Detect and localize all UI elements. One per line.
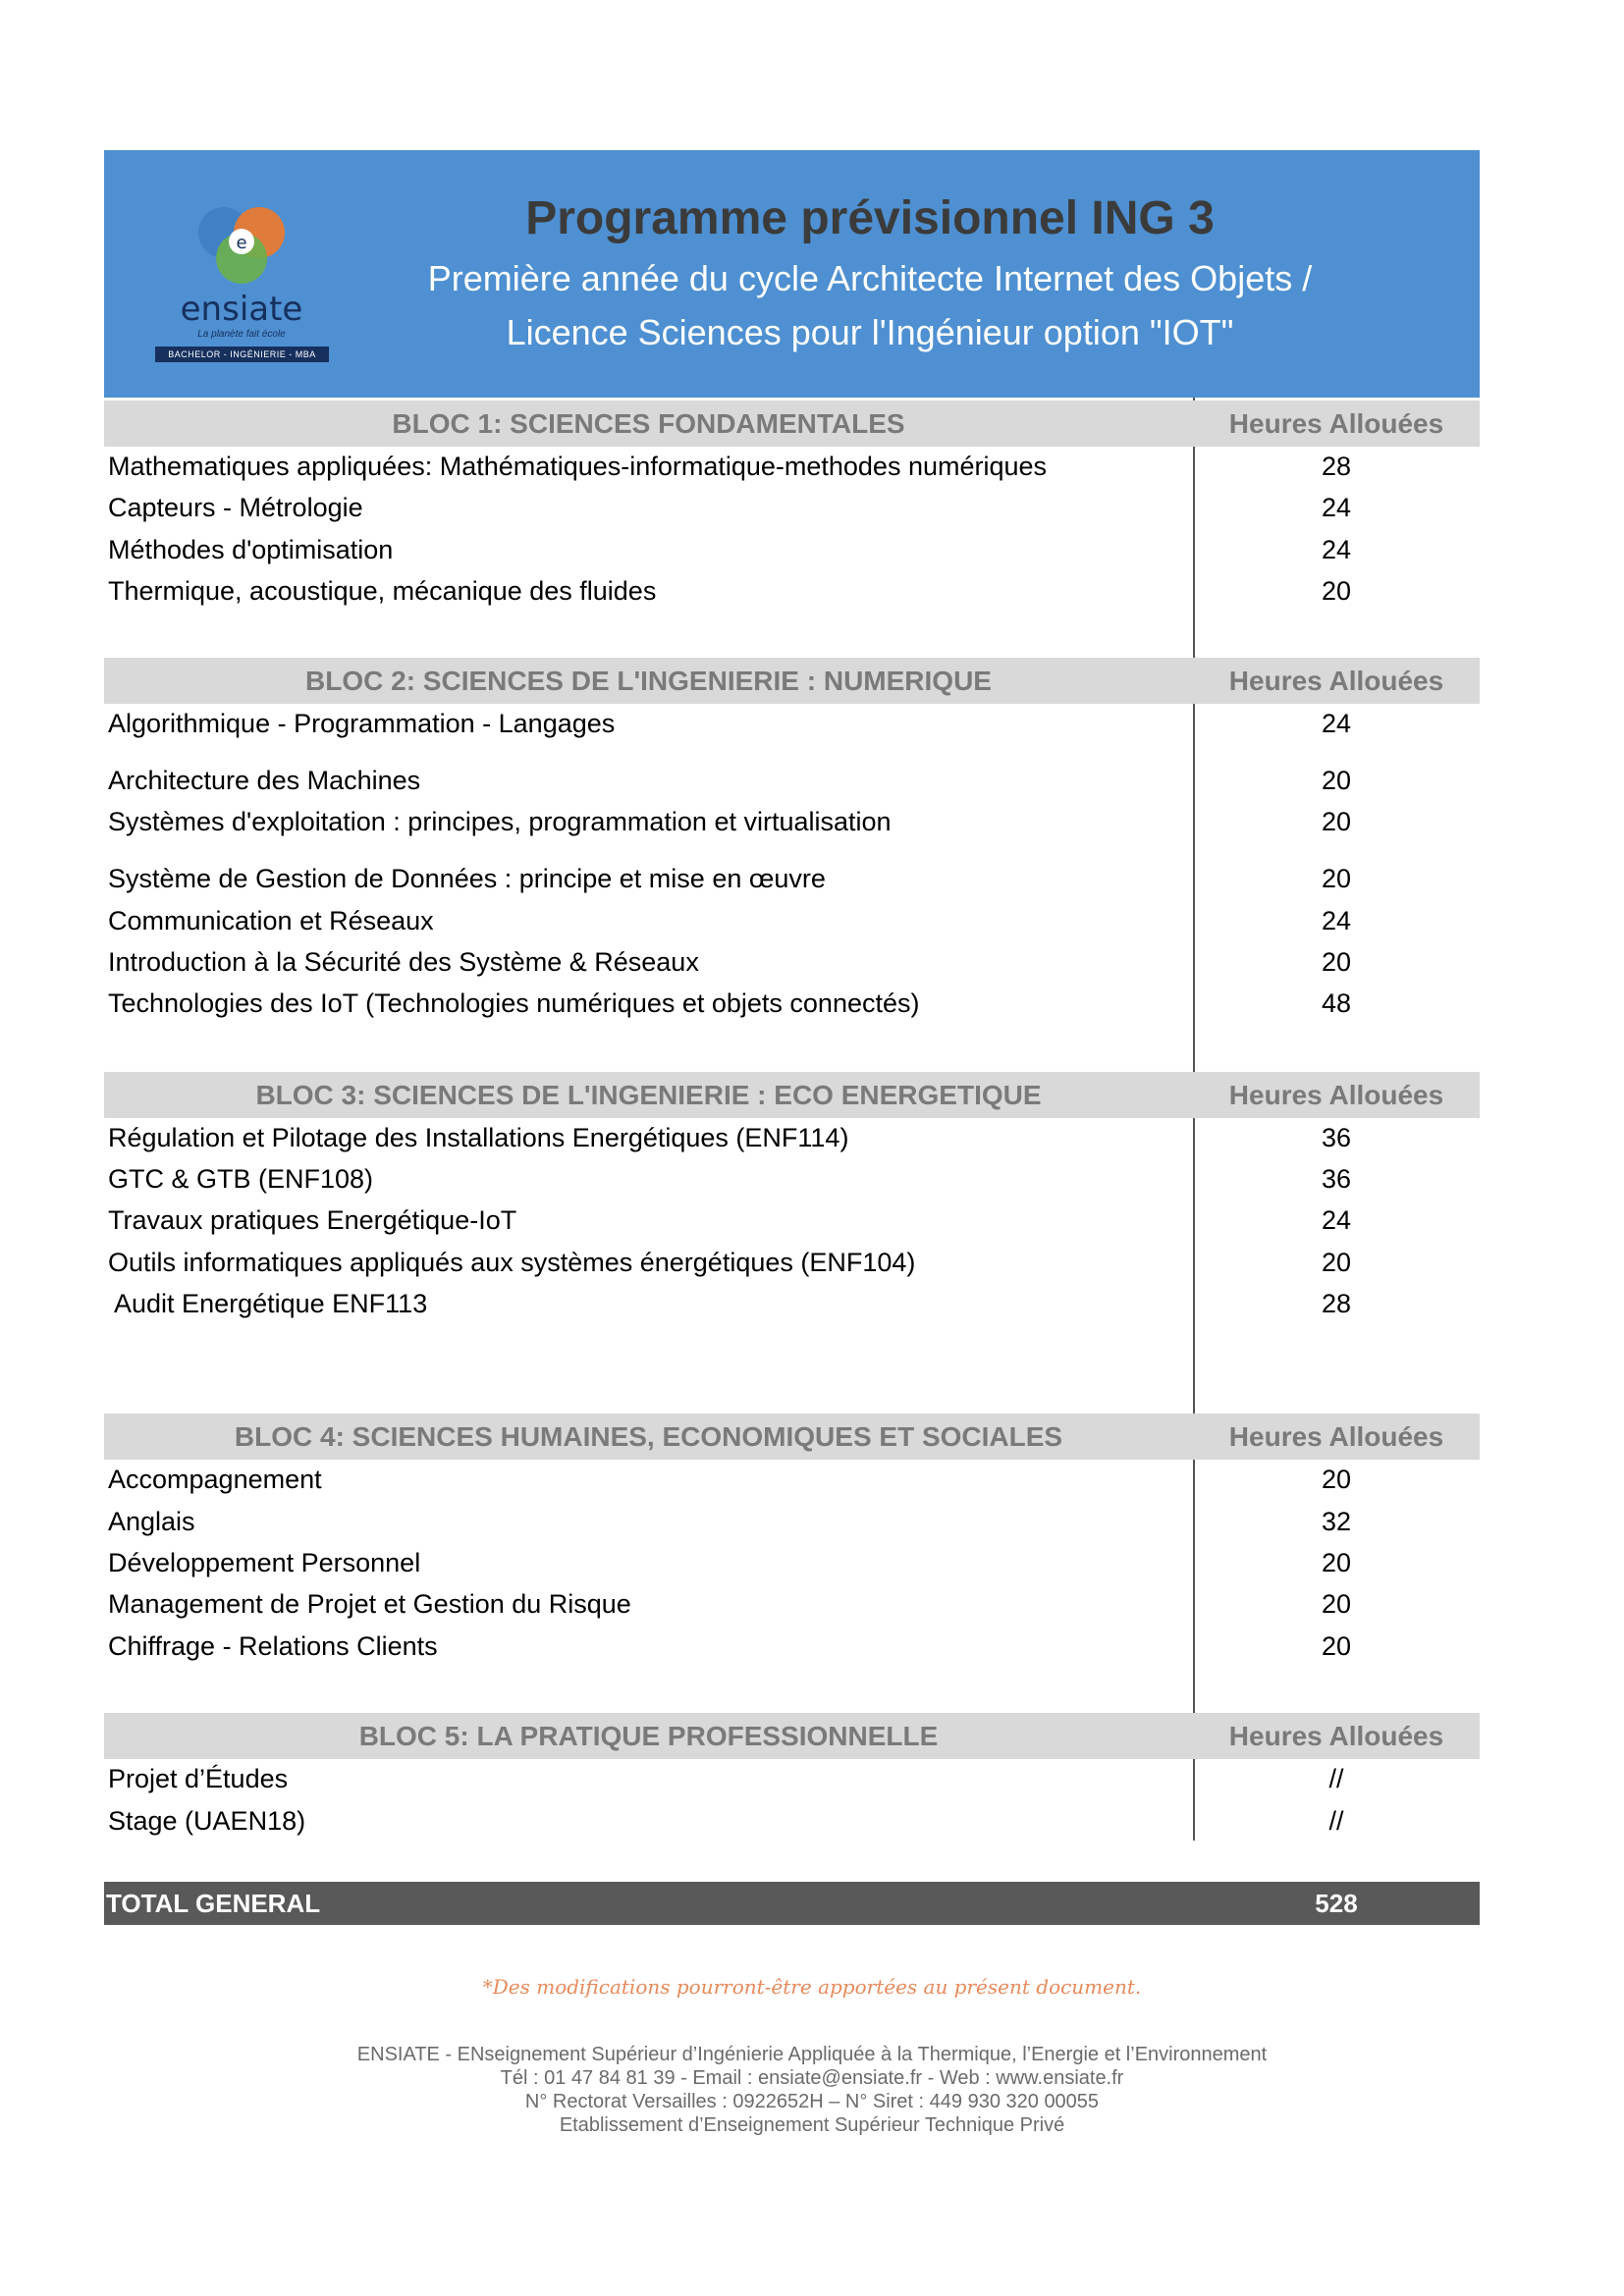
- course-row: [108, 942, 1480, 982]
- course-label: Systèmes d'exploitation : principes, programmation et virtualisation: [108, 807, 892, 836]
- course-hours: //: [1328, 1764, 1344, 1793]
- course-hours: 20: [1321, 1631, 1352, 1661]
- course-row: [108, 1159, 1480, 1199]
- course-hours: 28: [1321, 1289, 1352, 1318]
- course-hours: 36: [1321, 1123, 1352, 1152]
- total-value: 528: [1315, 1889, 1358, 1918]
- course-label: Régulation et Pilotage des Installations Energétiques (ENF114): [108, 1123, 849, 1152]
- hours-column-header: Heures Allouées: [1228, 1421, 1444, 1452]
- course-label: Thermique, acoustique, mécanique des fluides: [108, 576, 657, 606]
- course-hours: 48: [1321, 988, 1352, 1018]
- svg-text:e: e: [236, 233, 247, 253]
- course-row: [108, 761, 1480, 800]
- course-hours: //: [1328, 1806, 1344, 1836]
- course-hours: 20: [1321, 1589, 1352, 1619]
- bloc-title: BLOC 5: LA PRATIQUE PROFESSIONNELLE: [358, 1721, 939, 1751]
- course-row: [108, 901, 1480, 940]
- footer-line-1: ENSIATE - ENseignement Supérieur d’Ingénierie Appliquée à la Thermique, l’Energie et l’Environnement: [356, 2044, 1268, 2065]
- logo-tagline: La planète fait école: [197, 329, 286, 340]
- course-label: Anglais: [108, 1507, 195, 1536]
- subtitle-line-1: Première année du cycle Architecte Internet des Objets /: [427, 258, 1313, 298]
- bloc-header: [104, 400, 1480, 447]
- subtitle-line-2: Licence Sciences pour l'Ingénieur option "IOT": [506, 312, 1234, 352]
- course-label: Outils informatiques appliqués aux systèmes énergétiques (ENF104): [108, 1248, 916, 1277]
- course-hours: 20: [1321, 1248, 1352, 1277]
- logo-word: ensiate: [180, 290, 303, 329]
- course-row: [108, 1502, 1480, 1541]
- course-row: [108, 1584, 1480, 1624]
- course-row: [108, 530, 1480, 569]
- logo-circles-icon: [183, 199, 300, 293]
- course-hours: 24: [1321, 535, 1352, 564]
- disclaimer-note: *Des modifications pourront-être apportées au présent document.: [482, 1975, 1142, 1999]
- course-row: [108, 1118, 1480, 1157]
- course-label: Introduction à la Sécurité des Système & Réseaux: [108, 947, 699, 977]
- bloc-title: BLOC 2: SCIENCES DE L'INGENIERIE : NUMERIQUE: [305, 666, 992, 696]
- course-label: Capteurs - Métrologie: [108, 493, 363, 522]
- course-row: [108, 1801, 1480, 1841]
- course-label: Travaux pratiques Energétique-IoT: [108, 1205, 517, 1235]
- hours-column-header: Heures Allouées: [1228, 1721, 1444, 1751]
- bloc-title: BLOC 1: SCIENCES FONDAMENTALES: [392, 408, 905, 439]
- footer-line-3: N° Rectorat Versailles : 0922652H – N° Siret : 449 930 320 00055: [524, 2091, 1100, 2112]
- course-label: Communication et Réseaux: [108, 906, 434, 935]
- total-label: TOTAL GENERAL: [106, 1889, 321, 1918]
- course-hours: 20: [1321, 766, 1352, 795]
- course-hours: 20: [1321, 807, 1352, 836]
- course-label: Technologies des IoT (Technologies numériques et objets connectés): [108, 988, 920, 1018]
- course-row: [108, 1543, 1480, 1582]
- course-hours: 24: [1321, 493, 1352, 522]
- course-hours: 24: [1321, 709, 1352, 738]
- footer-line-2: Tél : 01 47 84 81 39 - Email : ensiate@ensiate.fr - Web : www.ensiate.fr: [500, 2067, 1124, 2089]
- logo-bar: BACHELOR - INGÉNIERIE - MBA: [155, 347, 329, 362]
- course-hours: 32: [1321, 1507, 1352, 1536]
- course-row: [108, 1627, 1480, 1666]
- course-label: Audit Energétique ENF113: [108, 1289, 428, 1318]
- course-label: Stage (UAEN18): [108, 1806, 306, 1836]
- bloc-header: [104, 1072, 1480, 1118]
- course-label: Mathematiques appliquées: Mathématiques-informatique-methodes numériques: [108, 452, 1048, 481]
- course-label: Management de Projet et Gestion du Risque: [108, 1589, 631, 1619]
- course-hours: 36: [1321, 1164, 1352, 1194]
- bloc-header: [104, 1713, 1480, 1759]
- document-header: [104, 150, 1480, 398]
- course-row: [108, 571, 1480, 611]
- course-hours: 24: [1321, 1205, 1352, 1235]
- course-hours: 20: [1321, 1465, 1352, 1494]
- hours-column-header: Heures Allouées: [1228, 666, 1444, 696]
- hours-column-header: Heures Allouées: [1228, 1080, 1444, 1110]
- course-label: Système de Gestion de Données : principe et mise en œuvre: [108, 864, 826, 893]
- course-row: [108, 1759, 1480, 1798]
- course-hours: 28: [1321, 452, 1352, 481]
- course-label: Développement Personnel: [108, 1548, 421, 1577]
- bloc-header: [104, 658, 1480, 704]
- course-hours: 20: [1321, 1548, 1352, 1577]
- course-row: [108, 1284, 1480, 1323]
- course-row: [108, 1460, 1480, 1499]
- ensiate-logo: [143, 199, 340, 366]
- course-row: [108, 447, 1480, 486]
- course-hours: 20: [1321, 864, 1352, 893]
- course-label: Algorithmique - Programmation - Langages: [108, 709, 616, 738]
- course-row: [108, 1243, 1480, 1282]
- course-label: Accompagnement: [108, 1465, 322, 1494]
- course-label: Chiffrage - Relations Clients: [108, 1631, 438, 1661]
- course-row: [108, 859, 1480, 898]
- bloc-header: [104, 1414, 1480, 1460]
- document-title: Programme prévisionnel ING 3: [525, 192, 1215, 244]
- course-hours: 20: [1321, 947, 1352, 977]
- course-hours: 20: [1321, 576, 1352, 606]
- course-hours: 24: [1321, 906, 1352, 935]
- course-label: Méthodes d'optimisation: [108, 535, 394, 564]
- bloc-title: BLOC 3: SCIENCES DE L'INGENIERIE : ECO ENERGETIQUE: [255, 1080, 1042, 1110]
- footer-line-4: Etablissement d’Enseignement Supérieur Technique Privé: [559, 2114, 1065, 2136]
- bloc-title: BLOC 4: SCIENCES HUMAINES, ECONOMIQUES ET SOCIALES: [234, 1421, 1063, 1452]
- course-row: [108, 802, 1480, 841]
- course-row: [108, 704, 1480, 743]
- course-label: Projet d’Études: [108, 1764, 289, 1793]
- course-row: [108, 1201, 1480, 1240]
- course-label: Architecture des Machines: [108, 766, 421, 795]
- course-row: [108, 488, 1480, 527]
- course-label: GTC & GTB (ENF108): [108, 1164, 374, 1194]
- total-row: [104, 1882, 1480, 1925]
- course-row: [108, 984, 1480, 1023]
- hours-column-header: Heures Allouées: [1228, 408, 1444, 439]
